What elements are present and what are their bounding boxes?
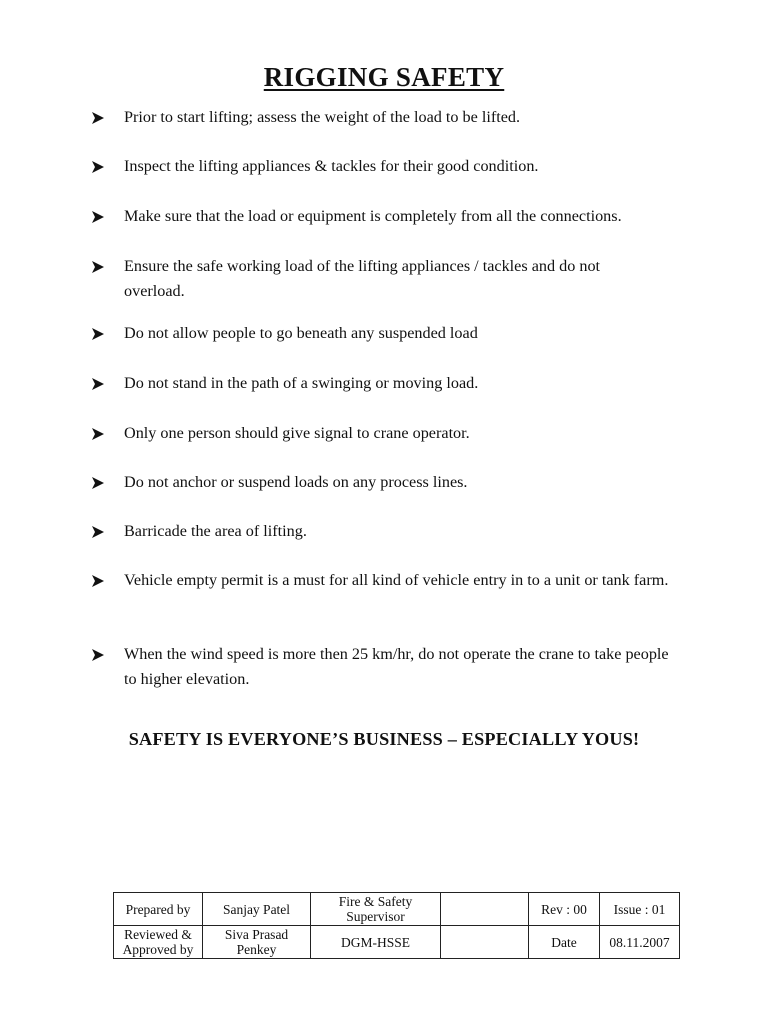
reviewed-approved-label: Reviewed & Approved by — [114, 926, 203, 959]
list-item-text: Make sure that the load or equipment is completely from all the connections. — [124, 207, 622, 225]
preparer-name: Sanjay Patel — [203, 893, 311, 926]
date-value: 08.11.2007 — [600, 926, 680, 959]
arrowhead-bullet-icon — [91, 476, 105, 490]
issue-number: Issue : 01 — [600, 893, 680, 926]
arrowhead-bullet-icon — [91, 427, 105, 441]
list-item-text: Do not allow people to go beneath any suspended load — [124, 324, 478, 342]
list-item-text: Prior to start lifting; assess the weight of the load to be lifted. — [124, 108, 521, 126]
list-item-text: Barricade the area of lifting. — [124, 522, 307, 540]
list-item-text: Do not stand in the path of a swinging or moving load. — [124, 374, 479, 392]
list-item-text: Only one person should give signal to crane operator. — [124, 424, 470, 442]
preparer-designation: Fire & Safety Supervisor — [311, 893, 441, 926]
arrowhead-bullet-icon — [91, 111, 105, 125]
date-label: Date — [529, 926, 600, 959]
arrowhead-bullet-icon — [91, 210, 105, 224]
arrowhead-bullet-icon — [91, 574, 105, 588]
arrowhead-bullet-icon — [91, 260, 105, 274]
blank-cell — [441, 893, 529, 926]
prepared-by-label: Prepared by — [114, 893, 203, 926]
list-item-text: Inspect the lifting appliances & tackles for their good condition. — [124, 157, 539, 175]
approver-name: Siva Prasad Penkey — [203, 926, 311, 959]
arrowhead-bullet-icon — [91, 160, 105, 174]
arrowhead-bullet-icon — [91, 377, 105, 391]
arrowhead-bullet-icon — [91, 525, 105, 539]
approver-designation: DGM-HSSE — [311, 926, 441, 959]
blank-cell — [441, 926, 529, 959]
table-row — [114, 926, 680, 959]
arrowhead-bullet-icon — [91, 327, 105, 341]
approval-table — [113, 892, 680, 959]
safety-slogan: SAFETY IS EVERYONE’S BUSINESS – ESPECIALLY YOUS! — [128, 729, 640, 749]
list-item-text: Ensure the safe working load of the lifting appliances / tackles and do not overload. — [124, 257, 601, 300]
table-row — [114, 893, 680, 926]
list-item-text: Vehicle empty permit is a must for all kind of vehicle entry in to a unit or tank farm. — [124, 571, 669, 589]
page-title: RIGGING SAFETY — [263, 62, 505, 92]
arrowhead-bullet-icon — [91, 648, 105, 662]
revision-number: Rev : 00 — [529, 893, 600, 926]
list-item-text: When the wind speed is more then 25 km/hr, do not operate the crane to take people to higher elevation. — [124, 645, 669, 688]
list-item-text: Do not anchor or suspend loads on any process lines. — [124, 473, 468, 491]
